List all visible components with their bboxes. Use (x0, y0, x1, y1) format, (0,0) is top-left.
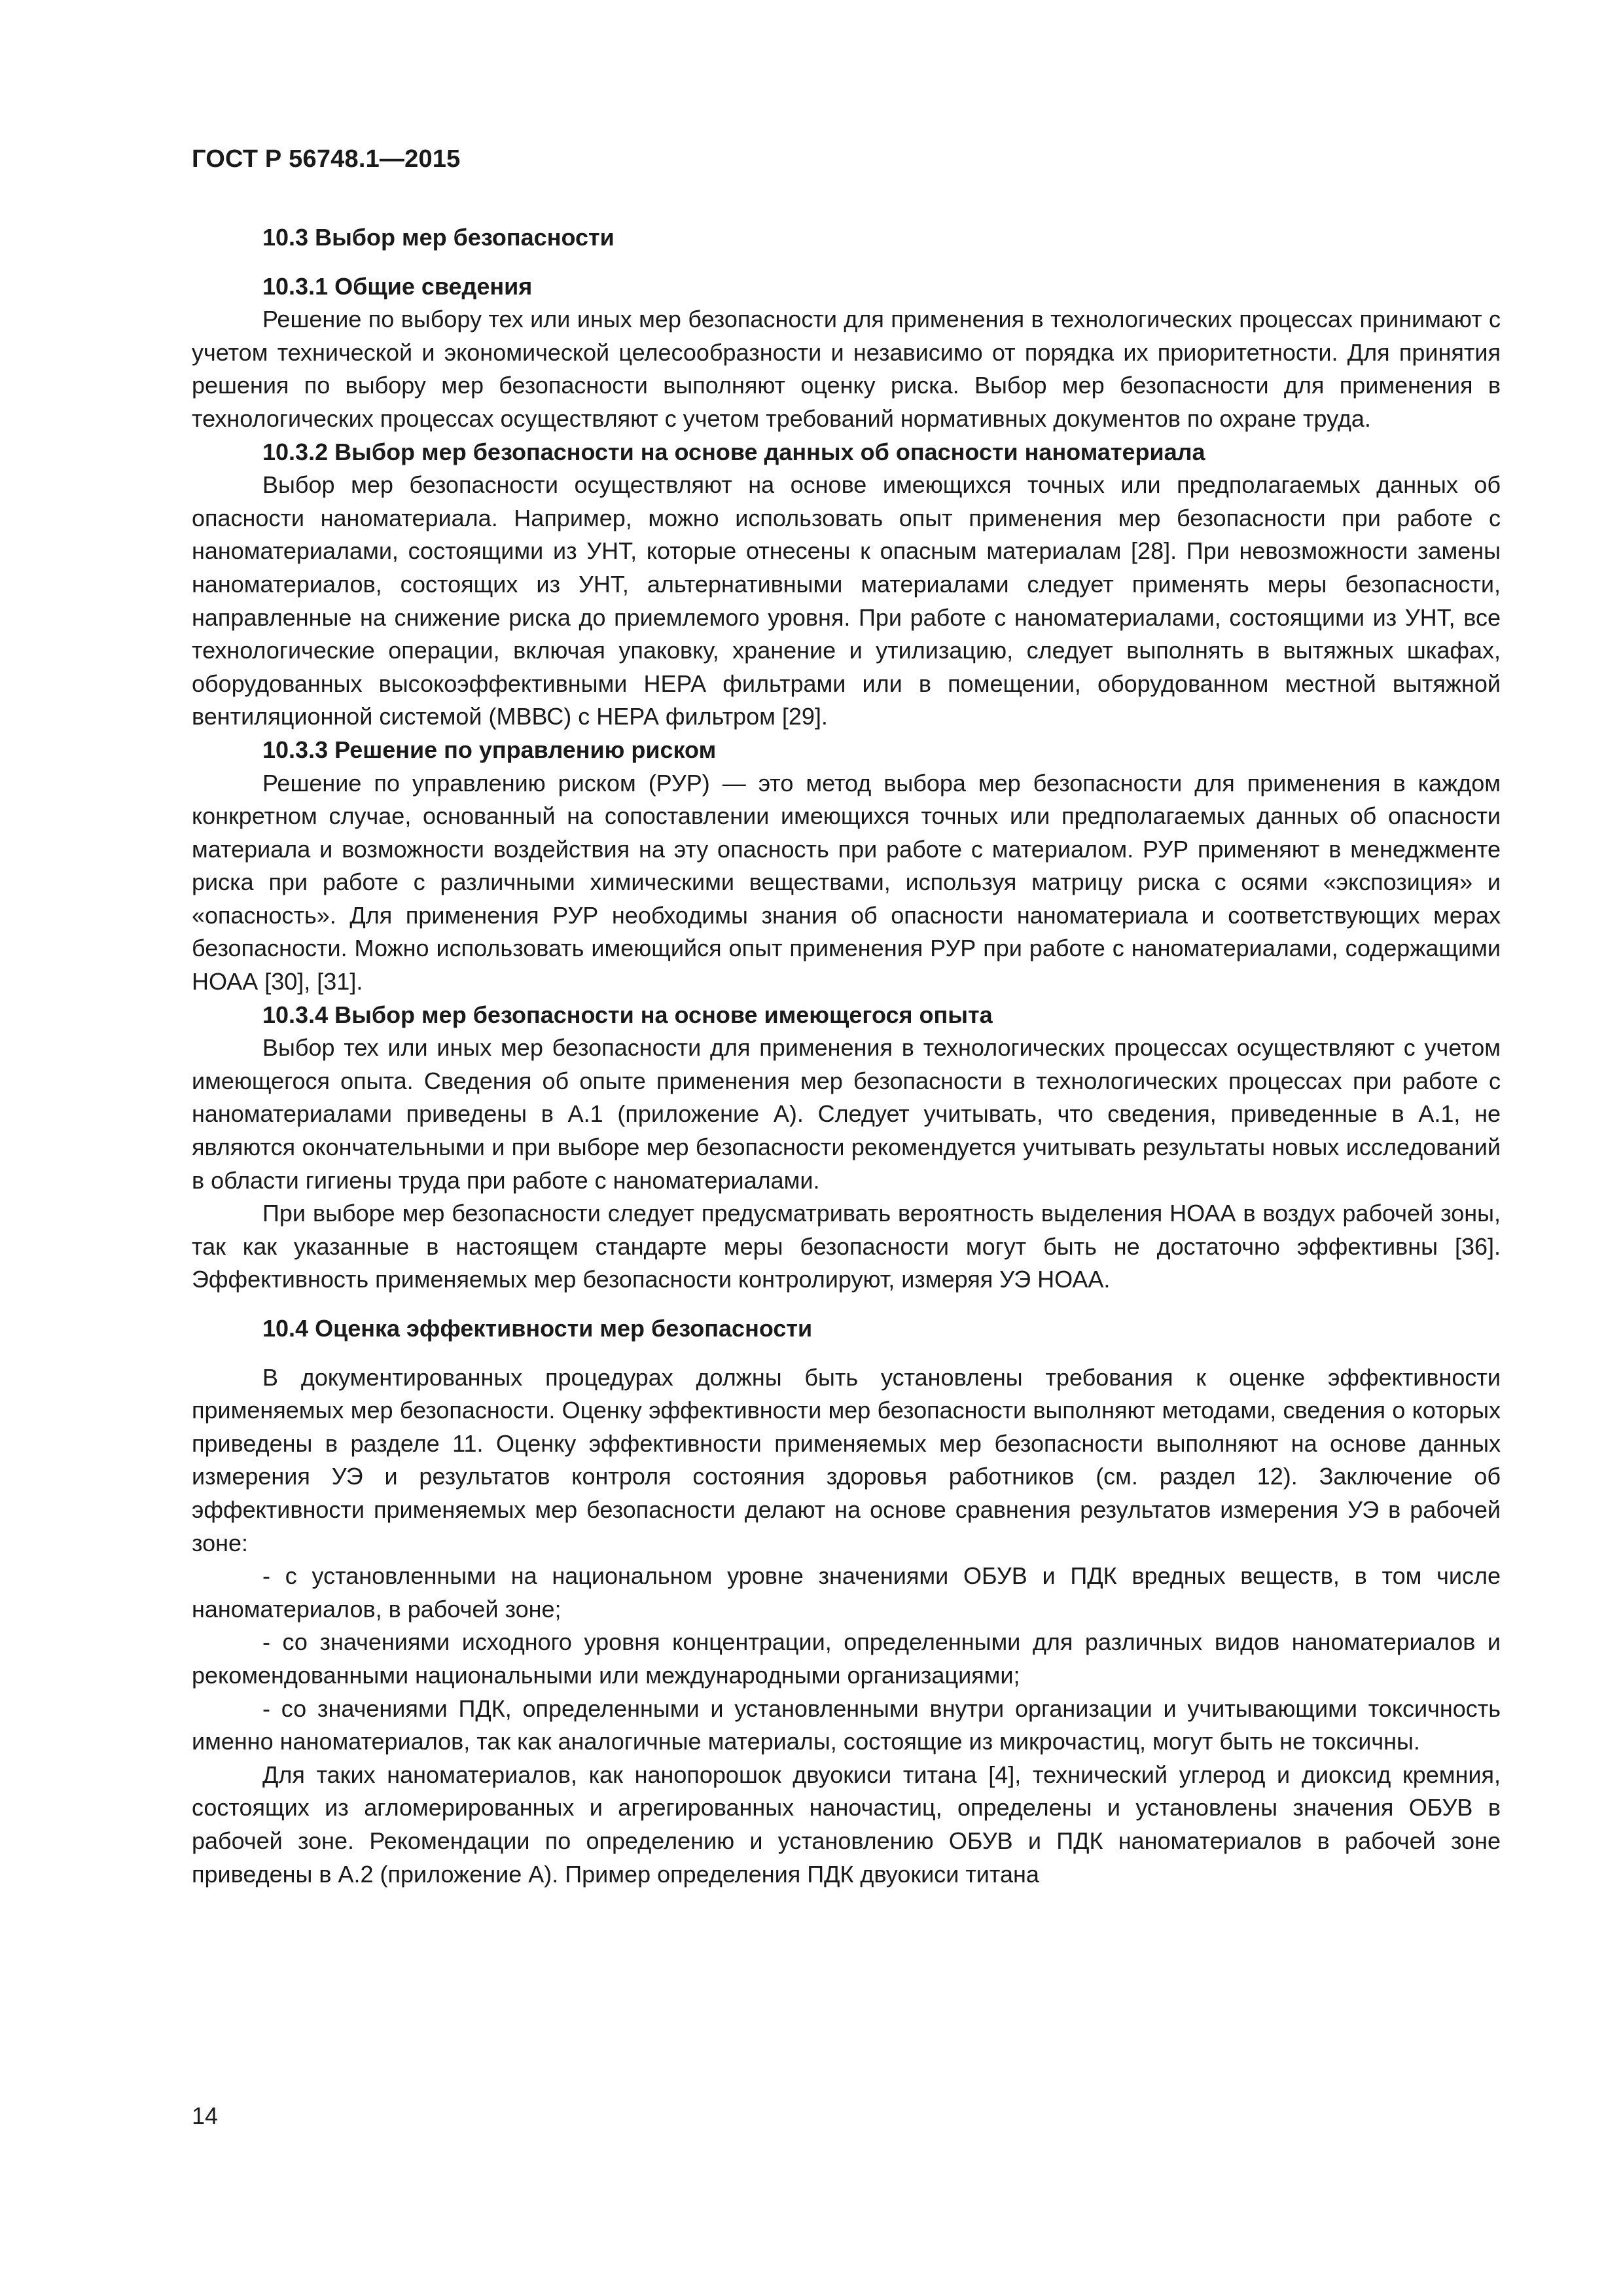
list-item: - с установленными на национальном уровне значениями ОБУВ и ПДК вредных веществ, в том числе наноматериалов, в рабочей зоне; (192, 1562, 1501, 1623)
section-10-3-4-title: 10.3.4 Выбор мер безопасности на основе имеющегося опыта (262, 1001, 993, 1028)
section-10-4-paragraph-2: Для таких наноматериалов, как нанопорошок двуокиси титана [4], технический углерод и диоксид кремния, состоящих из агломерированных и агрегированных наночастиц, определены и установлены значения ОБУВ в рабочей зоне. Рекомендации по определению и установлению ОБУВ и ПДК наноматериалов в рабочей зоне приведены в А.2 (приложение А). Пример определения ПДК двуокиси титана (192, 1761, 1501, 1888)
page-number: 14 (192, 2102, 219, 2129)
section-10-4-title: 10.4 Оценка эффективности мер безопасности (262, 1315, 813, 1342)
section-10-3-1-paragraph: Решение по выбору тех или иных мер безопасности для применения в технологических процессах принимают с учетом технической и экономической целесообразности и независимо от порядка их приоритетности. Для принятия решения по выбору мер безопасности выполняют оценку риска. Выбор мер безопасности для применения в технологических процессах осуществляют с учетом требований нормативных документов по охране труда. (192, 306, 1501, 432)
list-item: - со значениями ПДК, определенными и установленными внутри организации и учитывающими токсичность именно наноматериалов, так как аналогичные материалы, состоящие из микрочастиц, могут быть не токсичны. (192, 1695, 1501, 1755)
document-header: ГОСТ Р 56748.1—2015 (192, 145, 461, 173)
list-item: - со значениями исходного уровня концентрации, определенными для различных видов наноматериалов и рекомендованными национальными или международными организациями; (192, 1628, 1501, 1689)
section-10-3-3-paragraph: Решение по управлению риском (РУР) — это метод выбора мер безопасности для применения в каждом конкретном случае, основанный на сопоставлении имеющихся точных или предполагаемых данных об опасности материала и возможности воздействия на эту опасность при работе с материалом. РУР применяют в менеджменте риска при работе с различными химическими веществами, используя матрицу риска с осями «экспозиция» и «опасность». Для применения РУР необходимы знания об опасности наноматериала и соответствующих мерах безопасности. Можно использовать имеющийся опыт применения РУР при работе с наноматериалами, содержащими НОАА [30], [31]. (192, 769, 1501, 996)
section-10-3-4-paragraph-1: Выбор тех или иных мер безопасности для применения в технологических процессах осуществляют с учетом имеющегося опыта. Сведения об опыте применения мер безопасности в технологических процессах при работе с наноматериалами приведены в А.1 (приложение А). Следует учитывать, что сведения, приведенные в А.1, не являются окончательными и при выборе мер безопасности рекомендуется учитывать результаты новых исследований в области гигиены труда при работе с наноматериалами. (192, 1034, 1501, 1194)
document-body (192, 221, 1501, 1891)
section-10-3-1-title: 10.3.1 Общие сведения (262, 272, 533, 300)
section-10-3-3-title: 10.3.3 Решение по управлению риском (262, 736, 717, 763)
section-10-3-title: 10.3 Выбор мер безопасности (262, 224, 615, 251)
section-10-3-2-paragraph: Выбор мер безопасности осуществляют на основе имеющихся точных или предполагаемых данных об опасности наноматериала. Например, можно использовать опыт применения мер безопасности при работе с наноматериалами, состоящими из УНТ, которые отнесены к опасным материалам [28]. При невозможности замены наноматериалов, состоящих из УНТ, альтернативными материалами следует применять меры безопасности, направленные на снижение риска до приемлемого уровня. При работе с наноматериалами, состоящими из УНТ, все технологические операции, включая упаковку, хранение и утилизацию, следует выполнять в вытяжных шкафах, оборудованных высокоэффективными НЕРА фильтрами или в помещении, оборудованном местной вытяжной вентиляционной системой (МВВС) с НЕРА фильтром [29]. (192, 471, 1501, 730)
section-10-3-4-paragraph-2: При выборе мер безопасности следует предусматривать вероятность выделения НОАА в воздух рабочей зоны, так как указанные в настоящем стандарте меры безопасности могут быть не достаточно эффективны [36]. Эффективность применяемых мер безопасности контролируют, измеряя УЭ НОАА. (192, 1200, 1501, 1293)
section-10-4-paragraph-1: В документированных процедурах должны быть установлены требования к оценке эффективности применяемых мер безопасности. Оценку эффективности мер безопасности выполняют методами, сведения о которых приведены в разделе 11. Оценку эффективности применяемых мер безопасности выполняют на основе данных измерения УЭ и результатов контроля состояния здоровья работников (см. раздел 12). Заключение об эффективности применяемых мер безопасности делают на основе сравнения результатов измерения УЭ в рабочей зоне: (192, 1363, 1501, 1556)
section-10-3-2-title: 10.3.2 Выбор мер безопасности на основе данных об опасности наноматериала (262, 438, 1205, 465)
